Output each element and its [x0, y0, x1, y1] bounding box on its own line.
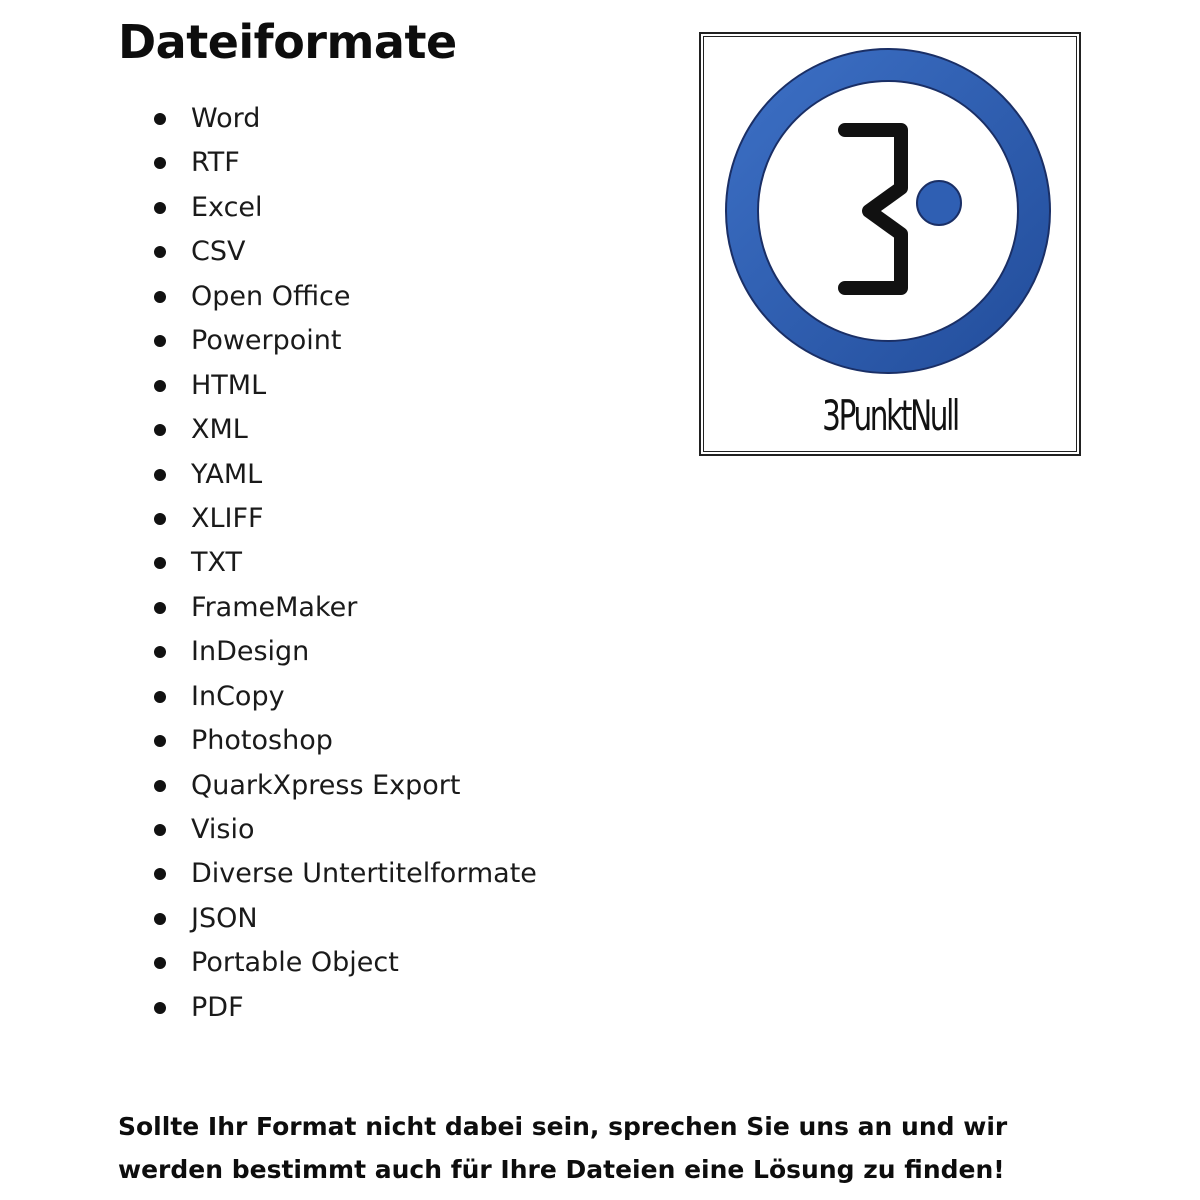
- list-item: [118, 630, 537, 674]
- logo-ring-fill: [742, 65, 1034, 357]
- list-item-label: Photoshop: [191, 725, 333, 757]
- bullet-icon: [154, 157, 166, 169]
- footer-line-1: Sollte Ihr Format nicht dabei sein, sprechen Sie uns an und wir: [118, 1112, 1008, 1141]
- list-item: [118, 675, 537, 719]
- list-item: [118, 541, 537, 585]
- list-item-label: Powerpoint: [191, 325, 342, 357]
- bullet-icon: [154, 513, 166, 525]
- logo-wordmark: 3PunktNull: [822, 391, 958, 440]
- list-item-label: CSV: [191, 236, 246, 268]
- list-item: [118, 97, 537, 141]
- list-item: [118, 941, 537, 985]
- bullet-icon: [154, 202, 166, 214]
- list-item-label: InDesign: [191, 636, 310, 668]
- list-item-label: InCopy: [191, 680, 285, 712]
- list-item-label: Open Office: [191, 280, 351, 312]
- bullet-icon: [154, 824, 166, 836]
- list-item-label: YAML: [191, 458, 263, 490]
- list-item-label: XML: [191, 414, 248, 446]
- footer-note: [118, 1105, 1118, 1191]
- list-item-label: Excel: [191, 191, 263, 223]
- list-item-label: XLIFF: [191, 502, 264, 534]
- bullet-icon: [154, 335, 166, 347]
- list-item-label: Visio: [191, 814, 255, 845]
- list-item: [118, 719, 537, 763]
- list-item: [118, 408, 537, 452]
- list-item-label: HTML: [191, 369, 267, 401]
- list-item: [118, 897, 537, 941]
- page-title: Dateiformate: [118, 15, 457, 69]
- bullet-icon: [154, 469, 166, 481]
- bullet-icon: [154, 913, 166, 925]
- list-item-label: QuarkXpress Export: [191, 769, 461, 801]
- list-item-label: FrameMaker: [191, 591, 358, 623]
- bullet-icon: [154, 646, 166, 658]
- bullet-icon: [154, 957, 166, 969]
- list-item: [118, 764, 537, 808]
- list-item: [118, 186, 537, 230]
- list-item-label: RTF: [191, 147, 240, 179]
- bullet-icon: [154, 424, 166, 436]
- company-logo: [699, 32, 1081, 456]
- list-item-label: JSON: [191, 902, 258, 934]
- bullet-icon: [154, 691, 166, 703]
- list-item-label: Portable Object: [191, 947, 399, 979]
- bullet-icon: [154, 380, 166, 392]
- bullet-icon: [154, 291, 166, 303]
- list-item: [118, 364, 537, 408]
- list-item: [118, 275, 537, 319]
- file-format-list: [118, 97, 537, 1030]
- footer-line-2: werden bestimmt auch für Ihre Dateien eine Lösung zu finden!: [118, 1155, 1005, 1184]
- bullet-icon: [154, 1002, 166, 1014]
- list-item: [118, 497, 537, 541]
- bullet-icon: [154, 113, 166, 125]
- list-item: [118, 230, 537, 274]
- list-item: [118, 453, 537, 497]
- list-item-label: Diverse Untertitelformate: [191, 858, 537, 890]
- list-item: [118, 141, 537, 185]
- list-item: [118, 319, 537, 363]
- list-item: [118, 808, 537, 852]
- list-item: [118, 852, 537, 896]
- bullet-icon: [154, 602, 166, 614]
- bullet-icon: [154, 868, 166, 880]
- bullet-icon: [154, 735, 166, 747]
- list-item-label: Word: [191, 103, 261, 134]
- bullet-icon: [154, 246, 166, 258]
- logo-numeral-three: [845, 130, 901, 288]
- list-item-label: PDF: [191, 991, 244, 1023]
- list-item-label: TXT: [191, 547, 243, 579]
- bullet-icon: [154, 780, 166, 792]
- logo-dot: [917, 181, 961, 225]
- bullet-icon: [154, 557, 166, 569]
- list-item: [118, 586, 537, 630]
- list-item: [118, 986, 537, 1030]
